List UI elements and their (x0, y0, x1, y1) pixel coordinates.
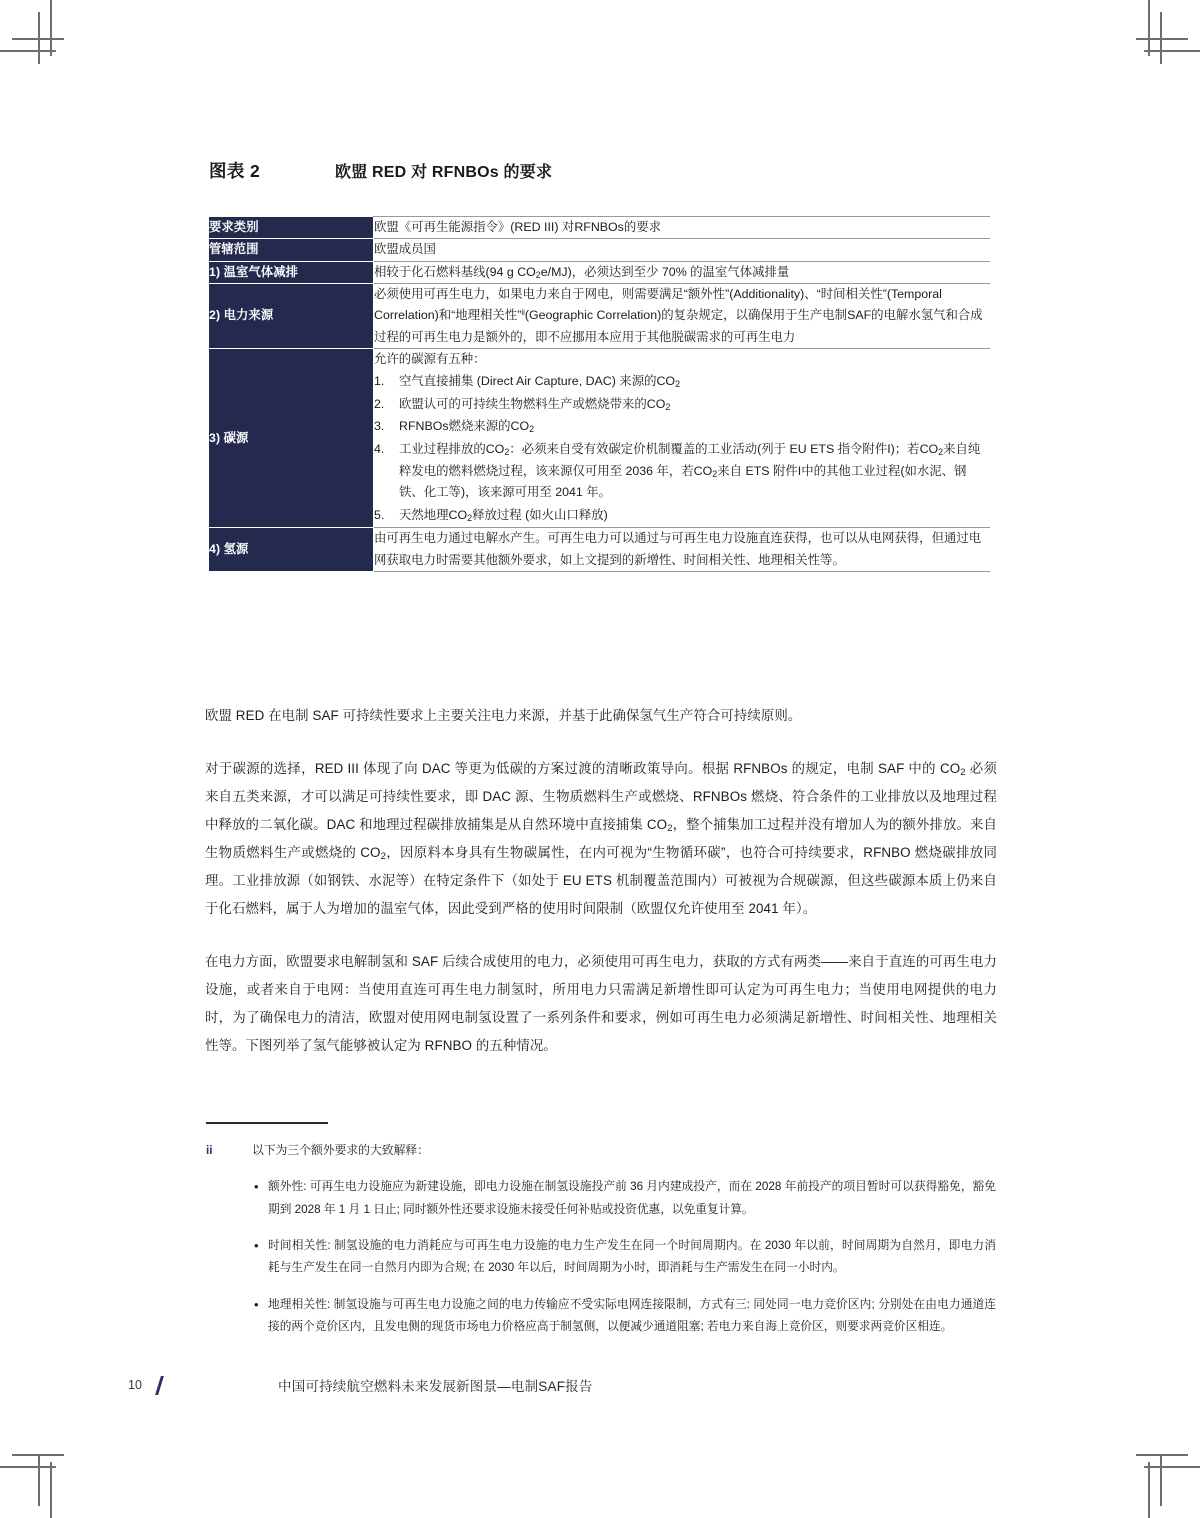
list-item-number: 3. (374, 419, 385, 434)
figure-caption (209, 158, 999, 183)
table-row-value: 欧盟《可再生能源指令》(RED III) 对RFNBOs的要求 (374, 217, 991, 239)
paragraph: 对于碳源的选择，RED III 体现了向 DAC 等更为低碳的方案过渡的清晰政策导向。根据 RFNBOs 的规定，电制 SAF 中的 $CO_2$ 必须来自五类来源，才可以满足可持续性要求，即 DAC 源、生物质燃料生产或燃烧、RFNBOs 燃烧、符合条件的工业排放以及地理过程中释放的二氧化碳。DAC 和地理过程碳排放捕集是从自然环境中直接捕集 $CO_2$，整个捕集加工过程并没有增加人为的额外排放。来自生物质燃料生产或燃烧的 $CO_2$，因原料本身具有生物碳属性，在内可视为“生物循环碳”，也符合可持续要求，RFNBO 燃烧碳排放同理。工业排放源（如钢铁、水泥等）在特定条件下（如处于 EU ETS 机制覆盖范围内）可被视为合规碳源，但这些碳源本质上仍来自于化石燃料，属于人为增加的温室气体，因此受到严格的使用时间限制（欧盟仅允许使用至 2041 年）。 (205, 760, 997, 917)
bullet-icon: • (254, 1296, 259, 1312)
footnote-bullet-text: 额外性: 可再生电力设施应为新建设施，即电力设施在制氢设施投产前 36 月内建成投产，而在 2028 年前投产的项目暂时可以获得豁免，豁免期到 2028 年 1 月 1 日止; 同时额外性还要求设施未接受任何补贴或投资优惠，以免重复计算。 (268, 1180, 996, 1216)
table-row (209, 283, 990, 348)
footnote-divider (206, 1122, 328, 1124)
carbon-source-list (374, 371, 990, 526)
table-row-label: 1) 温室气体减排 (209, 261, 374, 283)
list-item (252, 1176, 996, 1221)
list-item-number: 4. (374, 442, 385, 457)
figure-label: 图表 2 (209, 161, 261, 181)
figure-title: 欧盟 RED 对 RFNBOs 的要求 (335, 164, 553, 181)
table-row-value: 由可再生电力通过电解水产生。可再生电力可以通过与可再生电力设施直连获得，也可以从电网获得，但通过电网获取电力时需要其他额外要求，如上文提到的新增性、时间相关性、地理相关性等。 (374, 528, 991, 572)
page-footer (128, 1375, 1008, 1395)
table-row-label: 管辖范围 (209, 239, 374, 261)
list-item (252, 1235, 996, 1280)
footnote-bullet-text: 时间相关性: 制氢设施的电力消耗应与可再生电力设施的电力生产发生在同一个时间周期内。在 2030 年以前，时间周期为自然月，即电力消耗与生产发生在同一自然月内即为合规; 在 2030 年以后，时间周期为小时，即消耗与生产需发生在同一小时内。 (268, 1238, 996, 1275)
footnote-bullet-text: 地理相关性: 制氢设施与可再生电力设施之间的电力传输应不受实际电网连接限制，方式有三: 同处同一电力竞价区内; 分别处在由电力通道连接的两个竞价区内，且发电侧的现货市场电力价格应高于制氢侧，以便减少通道阻塞; 若电力来自海上竞价区，则要求两竞价区相连。 (268, 1297, 996, 1334)
slash-logo-icon (154, 1375, 168, 1395)
bullet-icon: • (254, 1237, 259, 1253)
list-item (374, 371, 990, 393)
list-item-number: 5. (374, 507, 385, 522)
paragraph: 欧盟 RED 在电制 SAF 可持续性要求上主要关注电力来源，并基于此确保氢气生产符合可持续原则。 (205, 708, 802, 723)
body-text (205, 702, 997, 1059)
table-row-value: 必须使用可再生电力，如果电力来自于网电，则需要满足“额外性”(Additionality)、“时间相关性”(Temporal Correlation)和“地理相关性”$^{ii}$(Geographic Correlation)的复杂规定，以确保用于生产电制SAF的电解水氢气和合成过程的可再生电力是额外的，即不应挪用本应用于其他脱碳需求的可再生电力 (374, 283, 991, 348)
list-item-text: RFNBOs燃烧来源的$CO_2$ (399, 419, 535, 435)
requirements-table (209, 216, 990, 572)
footnote-block (206, 1140, 996, 1339)
list-item-text: 空气直接捕集 (Direct Air Capture, DAC) 来源的$CO_2$ (399, 374, 681, 390)
footnote-bullet-list (252, 1176, 996, 1339)
bullet-icon: • (254, 1179, 259, 1195)
table-row (209, 239, 990, 261)
list-item (374, 505, 990, 527)
paragraph: 在电力方面，欧盟要求电解制氢和 SAF 后续合成使用的电力，必须使用可再生电力，获取的方式有两类——来自于直连的可再生电力设施，或者来自于电网：当使用直连可再生电力制氢时，所用电力只需满足新增性即可认定为可再生电力；当使用电网提供的电力时，为了确保电力的清洁，欧盟对使用网电制氢设置了一系列条件和要求，例如可再生电力必须满足新增性、时间相关性、地理相关性等。下图列举了氢气能够被认定为 RFNBO 的五种情况。 (205, 953, 997, 1053)
table-row (209, 261, 990, 283)
table-row-label: 要求类别 (209, 217, 374, 239)
footnote-heading: 以下为三个额外要求的大致解释： (252, 1143, 429, 1157)
list-item (252, 1294, 996, 1339)
list-item (374, 416, 990, 438)
list-item (374, 439, 990, 504)
table-row-label: 3) 碳源 (209, 348, 374, 527)
table-row (209, 348, 990, 527)
footnote-heading-row (206, 1140, 996, 1160)
page-number: 10 (128, 1378, 142, 1392)
table-row-value (374, 348, 991, 527)
list-item-number: 1. (374, 374, 385, 389)
table-row (209, 217, 990, 239)
carbon-source-intro: 允许的碳源有五种： (374, 351, 486, 366)
list-item-text: 欧盟认可的可持续生物燃料生产或燃烧带来的$CO_2$ (399, 396, 671, 412)
table-row-label: 2) 电力来源 (209, 283, 374, 348)
footnote-marker: ii (206, 1143, 213, 1157)
table-row-value: 欧盟成员国 (374, 239, 991, 261)
list-item-text: 工业过程排放的$CO_2$：必须来自受有效碳定价机制覆盖的工业活动(列于 EU ETS 指令附件I)；若$CO_2$来自纯粹发电的燃料燃烧过程，该来源仅可用至 2036 年，若$CO_2$来自 ETS 附件I中的其他工业过程(如水泥、钢铁、化工等)，该来源可用至 2041 年。 (399, 442, 981, 500)
list-item (374, 394, 990, 416)
list-item-number: 2. (374, 396, 385, 411)
table-row-value: 相较于化石燃料基线(94 g $CO_2e/MJ$)，必须达到至少 70% 的温室气体减排量 (374, 261, 991, 283)
list-item-text: 天然地理$CO_2$释放过程 (如火山口释放) (399, 507, 608, 523)
table-row-label: 4) 氢源 (209, 528, 374, 572)
table-row (209, 528, 990, 572)
footer-title: 中国可持续航空燃料未来发展新图景—电制SAF报告 (278, 1379, 593, 1394)
